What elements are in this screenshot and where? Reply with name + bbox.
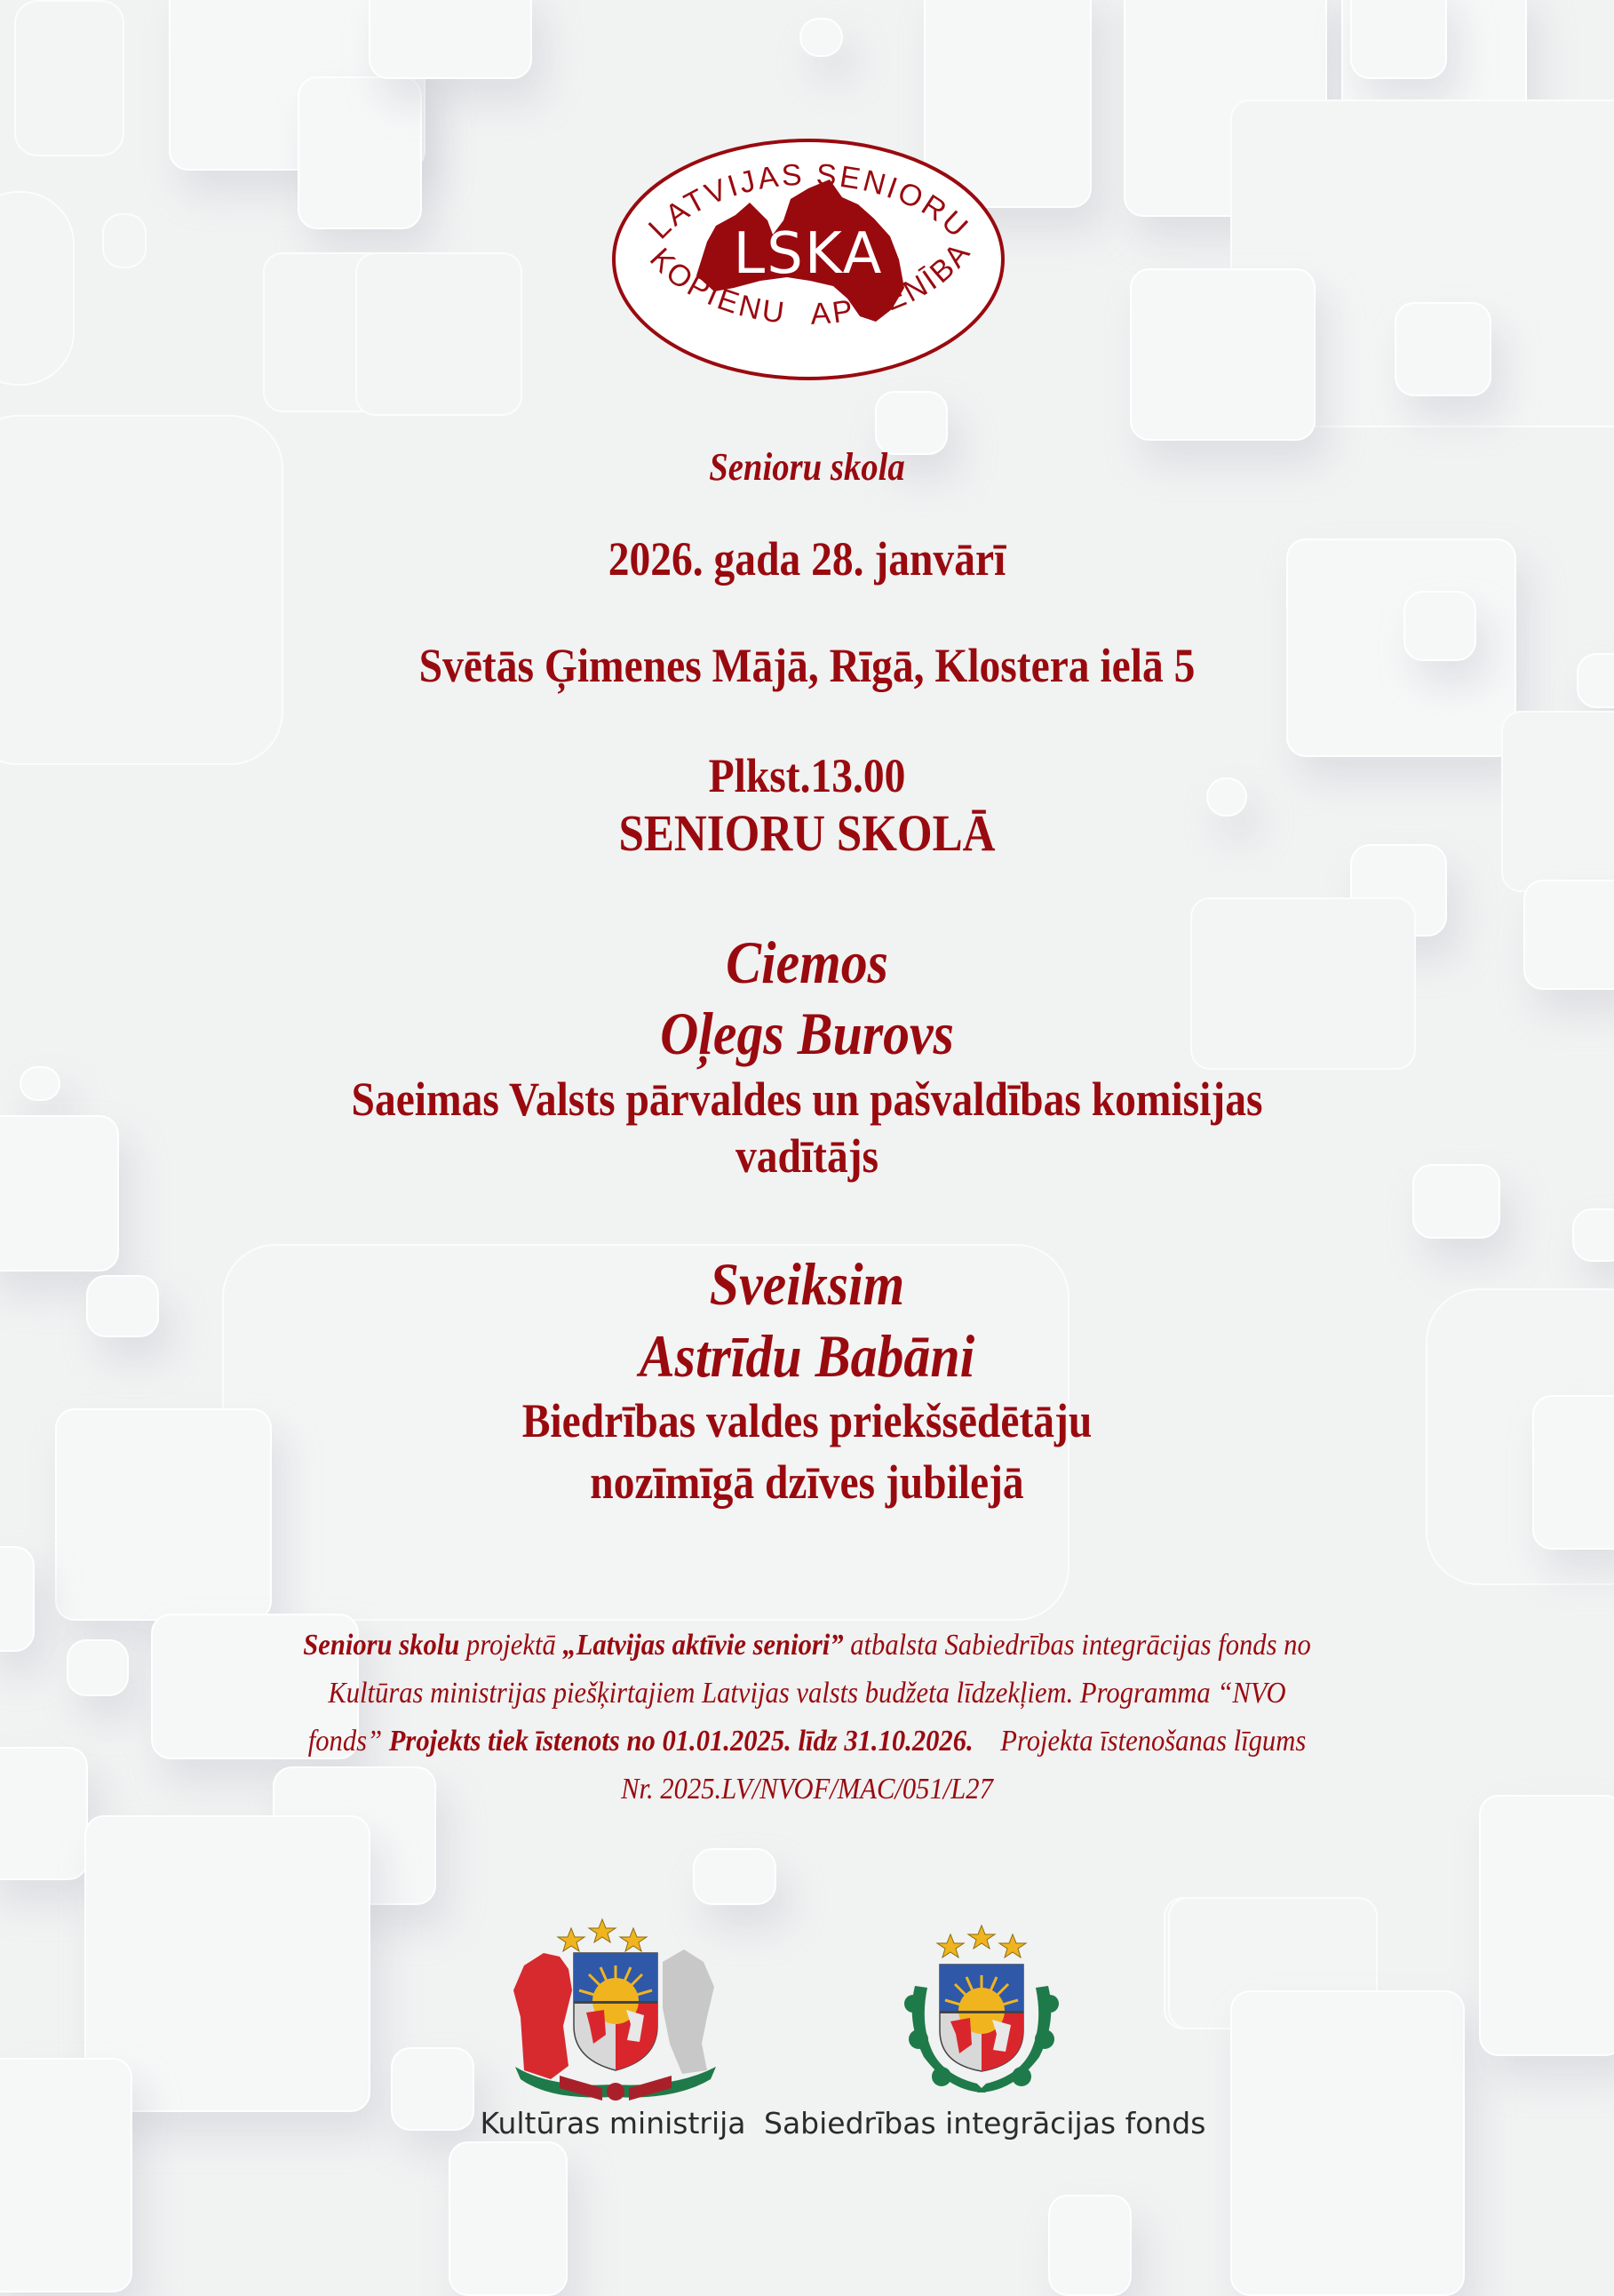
footnote-line4: Nr. 2025.LV/NVOF/MAC/051/L27 (621, 1773, 993, 1806)
latvia-small-coat-of-arms-icon (888, 1915, 1075, 2106)
guest-role-line2: vadītājs (735, 1129, 879, 1183)
event-date: 2026. gada 28. janvārī (608, 532, 1006, 586)
event-time: Plkst.13.00 (708, 749, 906, 802)
lska-logo-emblem-icon (609, 135, 1007, 384)
guest-name: Oļegs Burovs (660, 1000, 954, 1067)
funding-footnote (241, 1622, 1373, 1814)
svg-text:LATVIJAS SENIORU: LATVIJAS SENIORU (641, 157, 976, 246)
footnote-line2: Kultūras ministrijas piešķirtajiem Latvijas valsts budžeta līdzekļiem. Programma “NVO (328, 1677, 1286, 1710)
footnote-line1: Senioru skolu projektā „Latvijas aktīvie seniori” atbalsta Sabiedrības integrācijas fonds no (303, 1629, 1311, 1662)
sponsor-label-sabiedribas-integracijas-fonds: Sabiedrības integrācijas fonds (764, 2106, 1206, 2141)
lska-logo (609, 135, 1007, 384)
event-title: SENIORU SKOLĀ (618, 804, 996, 862)
celebration-name: Astrīdu Babāni (639, 1322, 975, 1390)
guest-intro: Ciemos (726, 929, 888, 996)
latvia-large-coat-of-arms-icon (497, 1910, 728, 2106)
celebration-desc-line2: nozīmīgā dzīves jubilejā (590, 1455, 1024, 1509)
footnote-line3: fonds” Projekts tiek īstenots no 01.01.2025. līdz 31.10.2026. Projekta īstenošanas līgums (307, 1725, 1307, 1758)
celebration-intro: Sveiksim (709, 1250, 905, 1318)
svg-text:LSKA: LSKA (733, 221, 884, 287)
guest-role-line1: Saeimas Valsts pārvaldes un pašvaldības komisijas (351, 1072, 1263, 1126)
svg-text:KOPIENU: KOPIENU (643, 242, 789, 331)
sponsor-kulturas-ministrija (497, 1910, 728, 2106)
sponsor-label-kulturas-ministrija: Kultūras ministrija (480, 2106, 746, 2141)
sponsor-sabiedribas-integracijas-fonds (888, 1915, 1075, 2106)
svg-text:APVIENĪBA: APVIENĪBA (809, 235, 979, 331)
event-location: Svētās Ģimenes Mājā, Rīgā, Klostera ielā 5 (418, 639, 1196, 692)
event-subtitle: Senioru skola (709, 445, 905, 489)
celebration-desc-line1: Biedrības valdes priekšsēdētāju (521, 1394, 1093, 1447)
